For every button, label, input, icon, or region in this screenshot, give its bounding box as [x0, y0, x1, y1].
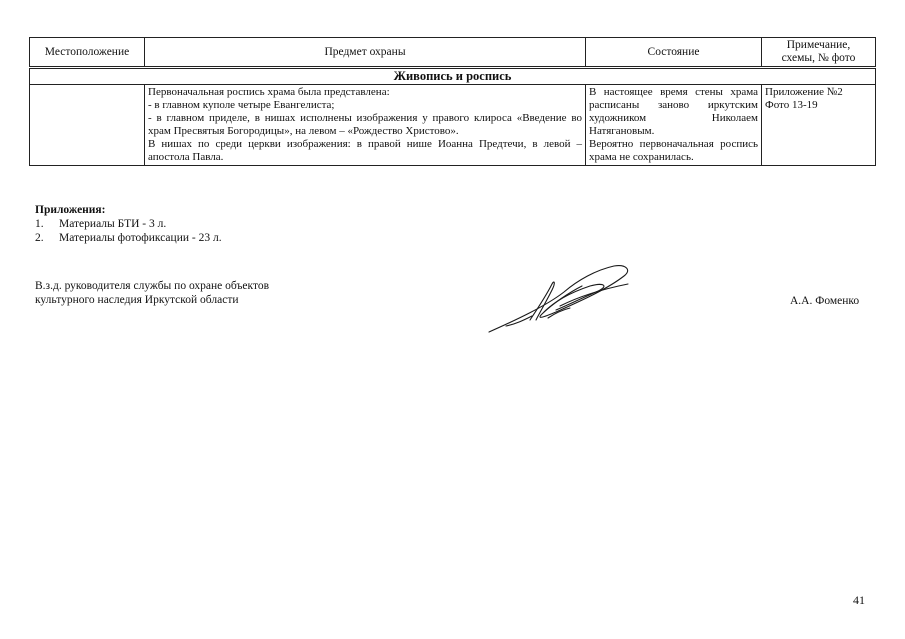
cell-note: [762, 85, 876, 166]
handwritten-signature: [486, 262, 634, 336]
note-line2: Фото 13-19: [765, 99, 818, 111]
header-note-line2: схемы, № фото: [781, 52, 856, 64]
section-row: [30, 68, 876, 85]
list-item-number: 2.: [35, 232, 44, 244]
list-item: [35, 231, 222, 245]
signer-position-line1: В.з.д. руководителя службы по охране объектов: [35, 280, 269, 292]
list-item-text: Материалы БТИ - 3 л.: [59, 218, 167, 230]
cell-state: [586, 85, 762, 166]
list-item-number: 1.: [35, 218, 44, 230]
list-item: [35, 217, 222, 231]
subject-line: Первоначальная роспись храма была представлена:: [148, 86, 390, 98]
table-row: [30, 85, 876, 166]
header-location: Местоположение: [30, 38, 145, 68]
list-item-text: Материалы фотофиксации - 23 л.: [59, 232, 222, 244]
table-header-row: [30, 38, 876, 68]
header-note-line1: Примечание,: [786, 39, 851, 51]
state-paragraph-1: В настоящее время стены храма расписаны заново иркутским художником Николаем Натягановым.: [589, 86, 758, 137]
protection-table: [29, 37, 876, 166]
subject-line: - в главном приделе, в нишах исполнены изображения у правого клироса «Введение во храм Пресвятыя Богородицы», на левом – «Рождество Христово».: [148, 112, 582, 137]
signer-position-line2: культурного наследия Иркутской области: [35, 294, 239, 306]
cell-subject: [145, 85, 586, 166]
signer-position: [35, 279, 269, 307]
section-title: Живопись и роспись: [30, 68, 876, 85]
note-line1: Приложение №2: [765, 86, 843, 98]
appendix-title: Приложения:: [35, 204, 106, 216]
page-number: 41: [853, 593, 865, 607]
header-note: [762, 38, 876, 68]
appendix-block: [35, 203, 222, 245]
header-state: Состояние: [586, 38, 762, 68]
signer-name: А.А. Фоменко: [790, 295, 860, 307]
header-subject: Предмет охраны: [145, 38, 586, 68]
subject-line: В нишах по среди церкви изображения: в правой нише Иоанна Предтечи, в левой – апостола Павла.: [148, 138, 582, 163]
subject-line: - в главном куполе четыре Евангелиста;: [148, 99, 335, 111]
cell-location: [30, 85, 145, 166]
state-paragraph-2: Вероятно первоначальная роспись храма не сохранилась.: [589, 138, 758, 163]
